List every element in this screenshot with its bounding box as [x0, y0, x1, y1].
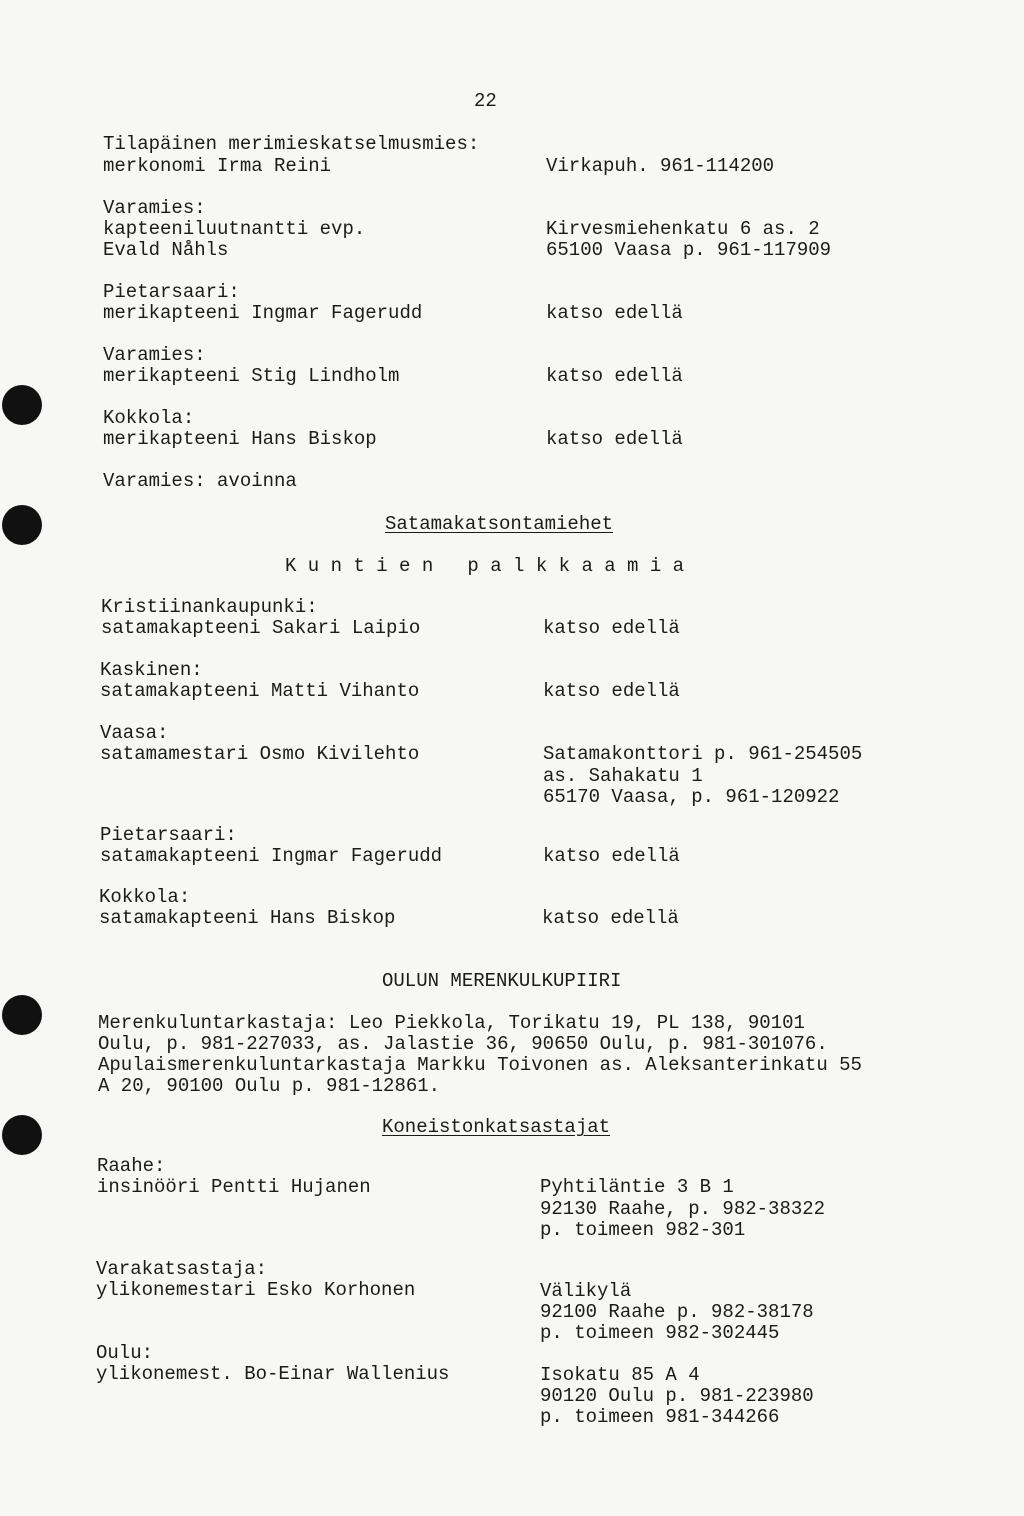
contact-info: katso edellä: [546, 365, 683, 387]
contact-info: katso edellä: [543, 680, 680, 702]
section-heading: Varamies:: [103, 197, 206, 219]
paragraph-line: Apulaismerenkuluntarkastaja Markku Toivonen as. Aleksanterinkatu 55: [98, 1054, 862, 1076]
contact-info: katso edellä: [546, 302, 683, 324]
person-name: ylikonemestari Esko Korhonen: [96, 1279, 416, 1301]
contact-info: katso edellä: [543, 845, 680, 867]
contact-info: katso edellä: [543, 617, 680, 639]
contact-info: 92100 Raahe p. 982-38178: [540, 1301, 814, 1323]
person-name: Evald Nåhls: [103, 239, 229, 261]
section-heading: Pietarsaari:: [100, 824, 237, 846]
paragraph-line: A 20, 90100 Oulu p. 981-12861.: [98, 1075, 441, 1097]
person-name: satamakapteeni Ingmar Fagerudd: [100, 845, 443, 867]
person-name: merikapteeni Ingmar Fagerudd: [103, 302, 423, 324]
section-heading: Varamies:: [103, 344, 206, 366]
section-heading: Varakatsastaja:: [96, 1258, 268, 1280]
person-name: satamakapteeni Sakari Laipio: [101, 617, 421, 639]
person-name: satamakapteeni Matti Vihanto: [100, 680, 420, 702]
punch-hole: [2, 385, 42, 425]
contact-info: Välikylä: [540, 1280, 632, 1302]
section-heading: Raahe:: [97, 1155, 166, 1177]
section-heading: Tilapäinen merimieskatselmusmies:: [103, 133, 480, 155]
contact-info: Virkapuh. 961-114200: [546, 155, 775, 177]
person-name: insinööri Pentti Hujanen: [97, 1176, 371, 1198]
person-name: merkonomi Irma Reini: [103, 155, 332, 177]
paragraph-line: Oulu, p. 981-227033, as. Jalastie 36, 90650 Oulu, p. 981-301076.: [98, 1033, 828, 1055]
section-heading: Kristiinankaupunki:: [101, 596, 318, 618]
punch-hole: [2, 1115, 42, 1155]
contact-info: p. toimeen 982-302445: [540, 1322, 780, 1344]
person-name: satamakapteeni Hans Biskop: [99, 907, 396, 929]
contact-info: katso edellä: [546, 428, 683, 450]
contact-info: as. Sahakatu 1: [543, 765, 703, 787]
punch-hole: [2, 505, 42, 545]
section-heading: Vaasa:: [100, 722, 169, 744]
contact-info: p. toimeen 982-301: [540, 1219, 746, 1241]
paragraph-line: Merenkuluntarkastaja: Leo Piekkola, Torikatu 19, PL 138, 90101: [98, 1012, 805, 1034]
section-subtitle: K u n t i e n p a l k k a a m i a: [285, 555, 685, 577]
section-title: Satamakatsontamiehet: [385, 513, 614, 535]
contact-info: 65170 Vaasa, p. 961-120922: [543, 786, 840, 808]
person-name: kapteeniluutnantti evp.: [103, 218, 366, 240]
section-title: OULUN MERENKULKUPIIRI: [382, 970, 622, 992]
contact-info: Isokatu 85 A 4: [540, 1364, 700, 1386]
person-name: satamamestari Osmo Kivilehto: [100, 743, 420, 765]
contact-info: Kirvesmiehenkatu 6 as. 2: [546, 218, 820, 240]
contact-info: 90120 Oulu p. 981-223980: [540, 1385, 814, 1407]
person-name: merikapteeni Hans Biskop: [103, 428, 377, 450]
section-heading: Pietarsaari:: [103, 281, 240, 303]
person-name: ylikonemest. Bo-Einar Wallenius: [96, 1363, 450, 1385]
contact-info: Satamakonttori p. 961-254505: [543, 743, 863, 765]
contact-info: Pyhtiläntie 3 B 1: [540, 1176, 734, 1198]
person-name: merikapteeni Stig Lindholm: [103, 365, 400, 387]
contact-info: p. toimeen 981-344266: [540, 1406, 780, 1428]
section-heading: Kokkola:: [103, 407, 195, 429]
deputy-vacant: Varamies: avoinna: [103, 470, 297, 492]
page-number: 22: [474, 90, 497, 112]
contact-info: 65100 Vaasa p. 961-117909: [546, 239, 832, 261]
section-heading: Oulu:: [96, 1342, 154, 1364]
contact-info: katso edellä: [542, 907, 679, 929]
punch-hole: [2, 995, 42, 1035]
section-title: Koneistonkatsastajat: [382, 1116, 611, 1138]
contact-info: 92130 Raahe, p. 982-38322: [540, 1198, 826, 1220]
section-heading: Kaskinen:: [100, 659, 203, 681]
section-heading: Kokkola:: [99, 886, 191, 908]
